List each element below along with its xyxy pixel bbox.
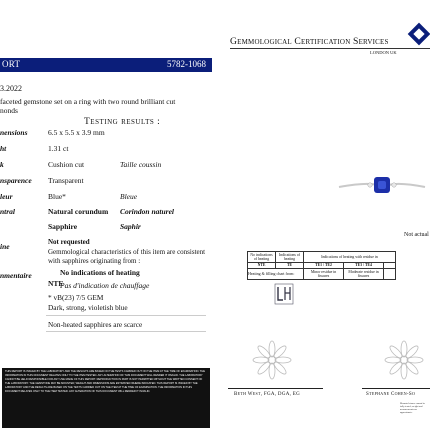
lab-name: Gemmological Certification Services <box>230 36 389 47</box>
colour-code: * vB(23) 7/5 GEM <box>48 293 104 302</box>
gemmological-note: Gemmological characteristics of this item are consistent with sapphires originating from : <box>48 248 206 265</box>
embossed-seal-icon <box>252 340 292 380</box>
report-header-bar <box>0 58 212 72</box>
report-number: 5782-1068 <box>167 59 206 69</box>
report-date: 3.2022 <box>0 84 22 93</box>
heat-col-header: Indications of heating <box>276 252 304 263</box>
non-heated-note: Non-heated sapphires are scarce <box>48 320 143 329</box>
row-value: Blue* <box>48 192 66 201</box>
heat-code: TE1 / TE2 <box>304 262 344 268</box>
heat-code: NTE <box>248 262 276 268</box>
signature-line <box>228 388 323 389</box>
row-value: Natural corundum <box>48 207 109 216</box>
heating-chart-source: Heating & filling chart from: <box>248 271 295 276</box>
row-key: k <box>0 160 4 169</box>
comment-label: nmentaire <box>0 271 32 280</box>
divider <box>46 315 206 316</box>
report-left-panel <box>0 0 212 430</box>
lhc-logo-icon <box>274 283 294 305</box>
row-value-fr: Bleue <box>120 192 138 201</box>
row-key: ine <box>0 242 10 251</box>
lab-logo-icon <box>407 22 430 46</box>
heat-code: TE3 / TE4 <box>344 262 384 268</box>
legal-disclaimer: THIS REPORT IS ISSUED BY THE LABORATORY AND THE RESULTS ARE BASED ON THE TESTS CARRIED OUT ON THE ITEM AT THE TIME OF EXAMINATION. THE INFORMATION IN THIS DOCUMENT RELATES ONLY TO THE ITEM TESTED. ANY ALTERATION OF THIS DOCUMENT WILL RENDER IT INVALID. THE LABORATORY CANNOT BE HELD RESPONSIBLE FOR ANY USE MADE OF THIS REPORT. REPRODUCTION IN PART IS NOT PERMITTED WITHOUT THE WRITTEN CONSENT OF THE LABORATORY. THE GEMSTONE MAY BE MOUNTED; WEIGHT AND DIMENSIONS ARE ESTIMATED WHERE INDICATED. THIS REPORT IS ISSUED BY THE LABORATORY AND THE RESULTS ARE BASED ON THE TESTS CARRIED OUT ON THE ITEM AT THE TIME OF EXAMINATION. THE INFORMATION IN THIS DOCUMENT RELATES ONLY TO THE ITEM TESTED. ANY ALTERATION OF THIS DOCUMENT WILL RENDER IT INVALID. <box>2 368 210 428</box>
row-value: 6.5 x 5.5 x 3.9 mm <box>48 128 105 137</box>
lab-city: LONDON UK <box>370 50 397 55</box>
row-value-fr: Saphir <box>120 222 141 231</box>
signatory-left: Beth West, FGA, DGA, EG <box>234 392 301 397</box>
ring-photo <box>337 168 427 202</box>
embossed-seal-icon <box>384 340 424 380</box>
row-value: Transparent <box>48 176 84 185</box>
heat-col-header: No indications of heating <box>248 252 276 263</box>
origin-not-requested <box>48 238 208 247</box>
heat-col-header: Indications of heating with residue in <box>304 252 396 263</box>
origin-value: Not requested <box>48 238 90 246</box>
row-key: nsparence <box>0 176 32 185</box>
signature-line <box>362 388 430 389</box>
heat-residue-moderate: Moderate residue in fissures <box>344 269 384 280</box>
row-value: 1.31 ct <box>48 144 69 153</box>
divider <box>46 331 206 332</box>
no-indications-heating-fr: Pas d'indication de chauffage <box>60 281 150 290</box>
heat-code: TE <box>276 262 304 268</box>
report-right-panel <box>212 0 430 430</box>
row-value: Sapphire <box>48 222 78 231</box>
report-label: ORT <box>2 59 21 69</box>
colour-description: Dark, strong, violetish blue <box>48 303 128 312</box>
header-rule <box>230 48 430 49</box>
no-indications-heating: No indications of heating <box>60 268 140 277</box>
row-key: nensions <box>0 128 28 137</box>
signatory-right: Stephane Cohen-So <box>366 392 416 397</box>
item-description <box>0 97 210 115</box>
row-value: Cushion cut <box>48 160 85 169</box>
heat-blank <box>384 269 396 280</box>
not-actual-size-note: Not actual <box>404 232 429 238</box>
fine-print: Mounted stones cannot be fully tested; weight and measurements are approximate. <box>400 402 426 414</box>
row-value-fr: Corindon naturel <box>120 207 174 216</box>
description-line: nonds <box>0 106 18 115</box>
row-key: ntral <box>0 207 16 216</box>
heat-residue-minor: Minor residue in fissures <box>304 269 344 280</box>
colour-comment <box>48 293 128 313</box>
testing-results-heading: Testing results : <box>84 117 161 127</box>
row-value-fr: Taille coussin <box>120 160 162 169</box>
row-key: leur <box>0 192 13 201</box>
description-line: faceted gemstone set on a ring with two round brilliant cut <box>0 97 176 106</box>
row-key: ht <box>0 144 7 153</box>
nte-code: NTE <box>48 279 64 288</box>
